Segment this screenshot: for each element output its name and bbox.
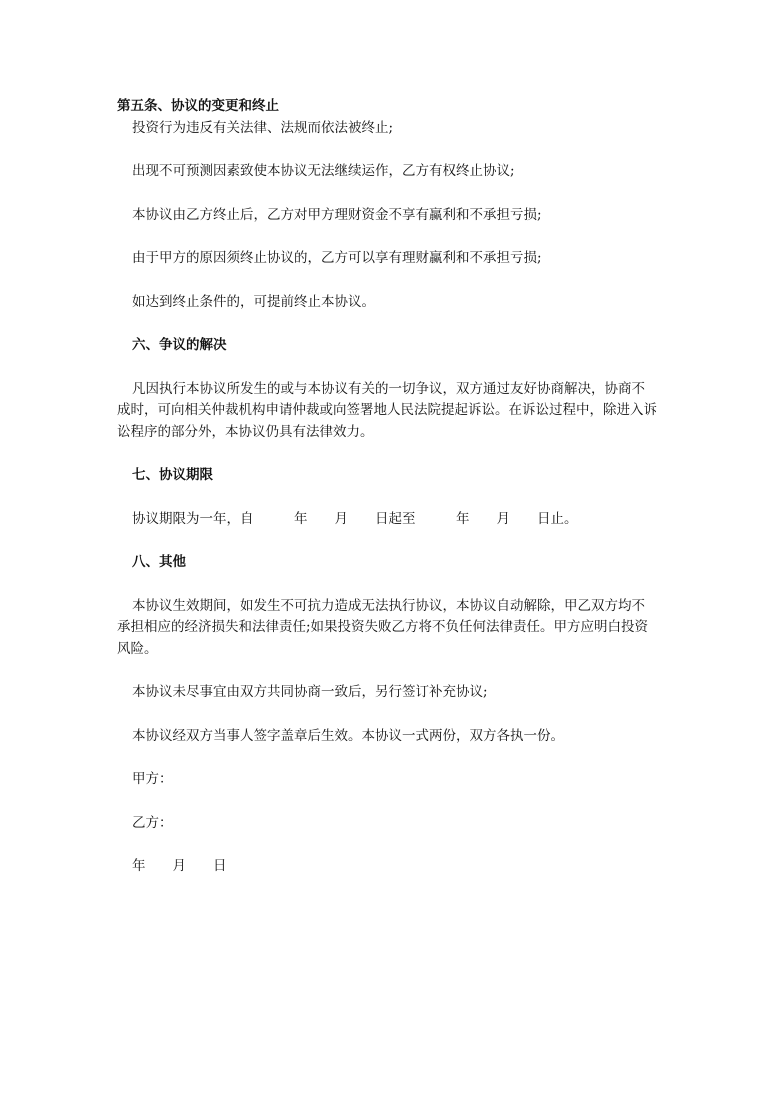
section-5-heading: 第五条、协议的变更和终止 xyxy=(117,98,279,114)
section-5-item: 如达到终止条件的，可提前终止本协议。 xyxy=(132,293,375,310)
section-5-item: 本协议由乙方终止后，乙方对甲方理财资金不享有赢利和不承担亏损; xyxy=(132,206,542,223)
document-page xyxy=(117,96,657,878)
section-8-heading: 八、其他 xyxy=(132,554,186,570)
party-b-signature-label: 乙方： xyxy=(132,814,173,831)
section-6-heading: 六、争议的解决 xyxy=(132,337,227,353)
section-6-body: 凡因执行本协议所发生的或与本协议有关的一切争议，双方通过友好协商解决，协商不成时，可向相关仲裁机构申请仲裁或向签署地人民法院提起诉讼。在诉讼过程中，除进入诉讼程序的部分外，本协议仍具有法律效力。 xyxy=(117,380,657,440)
section-5-item: 出现不可预测因素致使本协议无法继续运作，乙方有权终止协议; xyxy=(132,163,515,179)
signature-date: 年 月 日 xyxy=(132,858,227,874)
section-8-item: 本协议生效期间，如发生不可抗力造成无法执行协议，本协议自动解除，甲乙双方均不承担相应的经济损失和法律责任;如果投资失败乙方将不负任何法律责任。甲方应明白投资风险。 xyxy=(117,597,649,657)
section-5-item: 投资行为违反有关法律、法规而依法被终止; xyxy=(132,119,394,136)
section-7-body: 协议期限为一年，自 年 月 日起至 年 月 日止。 xyxy=(132,510,578,527)
section-8-item: 本协议未尽事宜由双方共同协商一致后，另行签订补充协议; xyxy=(132,684,488,700)
section-8-item: 本协议经双方当事人签字盖章后生效。本协议一式两份，双方各执一份。 xyxy=(132,727,564,744)
section-7-heading: 七、协议期限 xyxy=(132,467,213,483)
party-a-signature-label: 甲方： xyxy=(132,771,173,787)
section-5-item: 由于甲方的原因须终止协议的，乙方可以享有理财赢利和不承担亏损; xyxy=(132,250,542,266)
